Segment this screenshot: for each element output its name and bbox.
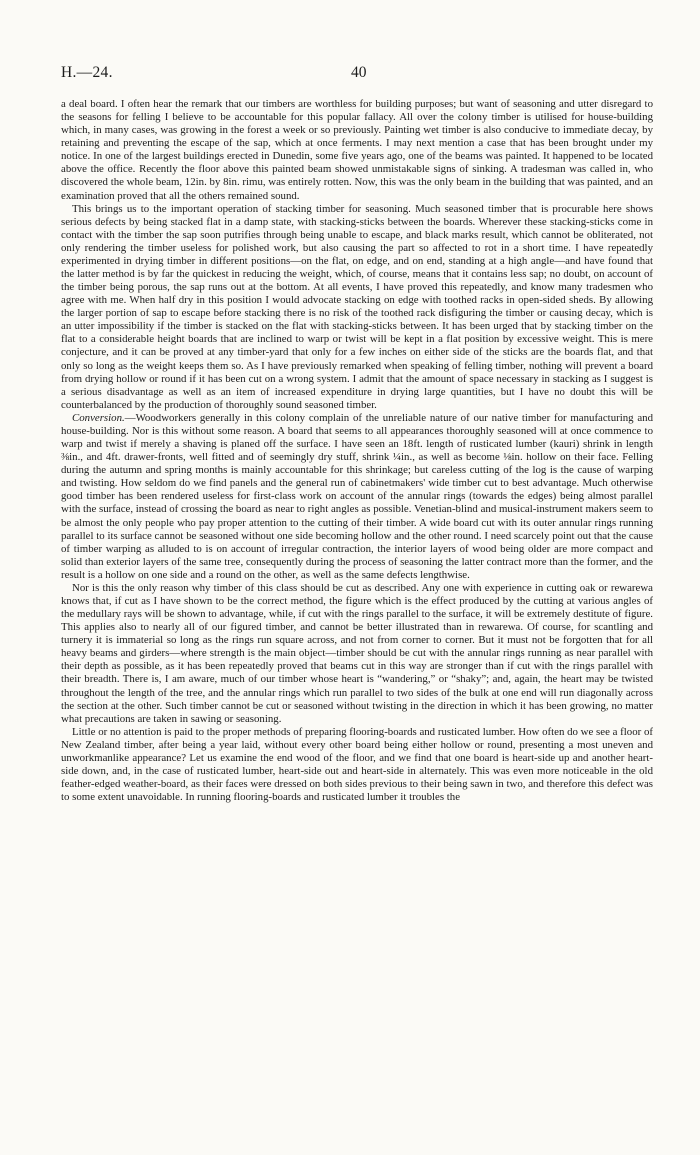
conversion-heading: Conversion. bbox=[72, 411, 125, 424]
page-header bbox=[61, 64, 653, 84]
body-text bbox=[61, 98, 653, 804]
conversion-text: —Woodworkers generally in this colony complain of the unreliable nature of our native timber for manufacturing and house-building. Nor is this without some reason. A board that seems to all appearances thoroughly seasoned will at once commence to warp and twist if merely a shaving is planed off the surface. I have seen an 18ft. length of rusticated lumber (kauri) shrink in length ⅜in., and 4ft. drawer-fronts, well fitted and of seemingly dry stuff, shrink ¼in., as well as become ⅛in. hollow on their face. Felling during the autumn and spring months is mainly accountable for this shrinkage; but careless cutting of the log is the cause of warping and twisting. How seldom do we find panels and the general run of cabinetmakers' wide timber cut to best advantage. Much otherwise good timber has been rendered useless for first-class work on account of the annular rings (towards the edges) being almost parallel with the surface, instead of crossing the board as near to right angles as possible. Venetian-blind and musical-instrument makers seem to be almost the only people who pay proper attention to the cutting of their timber. A wide board cut with its outer annular rings running parallel to its surface cannot be seasoned without one side becoming hollow and the other round. I need scarcely point out that the cause of timber warping as alluded to is on account of irregular contraction, the interior layers of wood being older are more compact and solid than exterior layers of the same tree, consequently during the process of seasoning the latter contract more than the former, and the result is a hollow on one side and a round on the other, as well as the same defects lengthwise. bbox=[61, 411, 653, 581]
paragraph: a deal board. I often hear the remark that our timbers are worthless for building purposes; but want of seasoning and utter disregard to the seasons for felling I believe to be accountable for this popular fallacy. All over the colony timber is utilised for house-building which, in many cases, was growing in the forest a week or so previously. Painting wet timber is also conducive to immediate decay, by retaining and preventing the escape of the sap, which at once ferments. I may next mention a case that has been brought under my notice. In one of the largest buildings erected in Dunedin, some five years ago, one of the beams was painted. It happened to be located above the office. Recently the floor above this painted beam showed unmistakable signs of sinking. A tradesman was called in, who discovered the whole beam, 12in. by 8in. rimu, was entirely rotten. Now, this was the only beam in the building that was painted, and an examination proved that all the others remained sound. bbox=[61, 98, 653, 202]
paragraph: Little or no attention is paid to the proper methods of preparing flooring-boards and rusticated lumber. How often do we see a floor of New Zealand timber, after being a year laid, without every other board being either hollow or round, presenting a most uneven and unworkmanlike appearance? Let us examine the end wood of the floor, and we find that one board is heart-side up and another heart-side down, and, in the case of rusticated lumber, heart-side out and heart-side in alternately. This was even more noticeable in the old feather-edged weather-board, as their faces were dressed on both sides previous to their being sawn in two, and therefore this defect was to some extent unavoidable. In running flooring-boards and rusticated lumber it troubles the bbox=[61, 725, 653, 804]
page-number: 40 bbox=[351, 64, 367, 81]
report-code: H.—24. bbox=[61, 64, 113, 81]
paragraph: This brings us to the important operation of stacking timber for seasoning. Much seasoned timber that is procurable here shows serious defects by being stacked flat in a damp state, with stacking-sticks between the boards. Wherever these stacking-sticks come in contact with the timber the sap soon putrifies through being unable to escape, and black marks result, which cannot be obliterated, not only rendering the timber useless for polished work, but also causing the part so affected to rot in a short time. I have repeatedly experimented in drying timber in different positions—on the flat, on edge, and on end, standing at a high angle—and have found that the latter method is by far the quickest in reducing the weight, which, of course, means that it contains less sap; no doubt, on account of the timber being porous, the sap runs out at the bottom. At all events, I have proved this repeatedly, and know many tradesmen who agree with me. When half dry in this position I would advocate stacking on edge with toothed racks in open-sided sheds. By allowing the larger portion of sap to escape before stacking there is no risk of the toothed rack disfiguring the timber or causing decay, which is an utter impossibility if the timber is stacked on the flat with stacking-sticks between. It has been urged that by stacking timber on the flat to a considerable height boards that are inclined to warp or twist will be kept in a flat position by excessive weight. This is mere conjecture, and it can be proved at any timber-yard that only for a few inches on either side of the sticks are the boards flat, and that only so long as the weight keeps them so. As I have previously remarked when speaking of felling timber, nothing will prevent a board from drying hollow or round if it has been cut on a wrong system. I admit that the amount of space necessary in stacking as I suggest is a serious disadvantage as well as an item of increased expenditure in drying large quantities, but I have no doubt this will be counterbalanced by the production of thoroughly sound seasoned timber. bbox=[61, 202, 653, 411]
paragraph: Nor is this the only reason why timber of this class should be cut as described. Any one with experience in cutting oak or rewarewa knows that, if cut as I have shown to be the correct method, the figure which is the effect produced by the cutting at various angles of the medullary rays will be shown to advantage, while, if cut with the rings parallel to the surface, it will be extremely destitute of figure. This applies also to nearly all of our figured timber, and cannot be better illustrated than in rewarewa. Of course, for scantling and turnery it is immaterial so long as the rings run square across, and not from corner to corner. But it must not be forgotten that for all heavy beams and girders—where strength is the main object—timber should be cut with the annular rings running as near parallel with their depth as possible, as it has been repeatedly proved that beams cut in this way are stronger than if cut with the rings parallel with their breadth. There is, I am aware, much of our timber whose heart is “wandering,” or “shaky”; and, again, the heart may be twisted throughout the length of the tree, and the annular rings which run parallel to two sides of the bulk at one end will run diagonally across the section at the other. Such timber cannot be cut or seasoned without twisting in the direction in which it has been growing, no matter what precautions are taken in sawing or seasoning. bbox=[61, 581, 653, 725]
conversion-paragraph bbox=[61, 412, 653, 582]
